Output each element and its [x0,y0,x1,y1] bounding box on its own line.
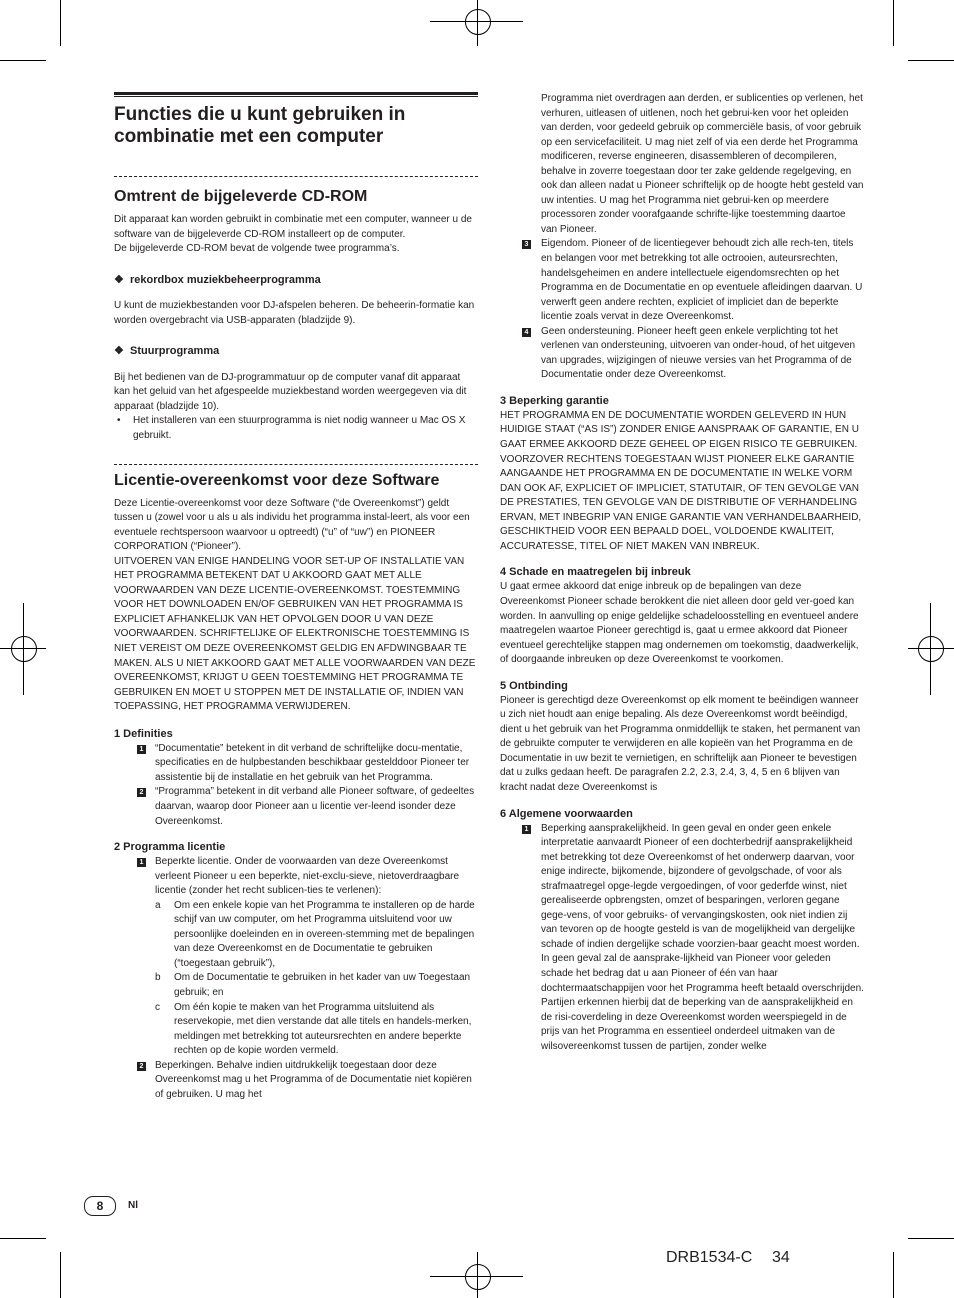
page-number: 8 [84,1196,116,1216]
paragraph: HET PROGRAMMA EN DE DOCUMENTATIE WORDEN GELEVERD IN HUN HUIDIGE STAAT (“AS IS”) ZONDER ENIGE AANSPRAAK OF GARANTIE, EN U GAAT ERMEE AKKOORD DEZE GEHEEL OP EIGEN RISICO TE GEBRUIKEN. VOORZOVER RECHTENS TOEGESTAAN WIJST PIONEER ELKE GARANTIE AANGAANDE HET PROGRAMMA EN DE DOCUMENTATIE IN WELKE VORM DAN OOK AF, EXPLICIET OF IMPLICIET, STATUTAIR, OF TEN GEVOLGE VAN DE PRESTATIES, TEN GEVOLGE VAN DE DISTRIBUTIE OF VERHANDELING ERVAN, MET INBEGRIP VAN ENIGE GARANTIE VAN VERHANDELBAARHEID, GESCHIKTHEID VOOR EEN BEPAALD DOEL, VOLDOENDE KWALITEIT, ACCURATESSE, TITEL OF NIET MAKEN VAN INBREUK. [500,409,862,552]
number-box: 2 [137,788,146,797]
letter-item [114,899,478,972]
clause-continued: Programma niet overdragen aan derden, er sublicenties op verlenen, het verhuren, uitleasen of uitlenen, noch het gebrui-ken voor het opleiden van derden, voor gedeeld gebruik op commerciële basis, of voor gebruik op een servicefaciliteit. U mag niet zelf of via een derde het Programma modificeren, reverse engineeren, disassembleren of decompileren, behalve in zoverre toegestaan door ter zake geldende regelgeving, en ook dan alleen nadat u Pioneer schriftelijk op de hoogte hebt gesteld van uw intenties. U mag het Programma niet gebrui-ken op meerdere processoren zonder voorafgaande schrifte-lijke toestemming daartoe van Pioneer. [541,93,864,235]
crop-mark [0,60,46,61]
subheading-text: rekordbox muziekbeheerprogramma [130,273,321,286]
page-title: Functies die u kunt gebruiken in combinatie met een computer [114,104,406,147]
diamond-icon: ❖ [114,273,124,286]
number-box: 1 [522,825,531,834]
divider [114,464,478,465]
clause-heading: 2 Programma licentie [114,841,226,854]
bullet-text: Het installeren van een stuurprogramma is niet nodig wanneer u Mac OS X gebruikt. [133,415,466,442]
crop-mark [60,1252,61,1298]
paragraph: UITVOEREN VAN ENIGE HANDELING VOOR SET-UP OF INSTALLATIE VAN HET PROGRAMMA BETEKENT DAT U AKKOORD GAAT MET ALLE VOORWAARDEN VAN DEZE LICENTIE-OVEREENKOMST. TOESTEMMING VOOR HET DOWNLOADEN EN/OF GEBRUIKEN VAN HET PROGRAMMA IS EXPLICIET AFHANKELIJK VAN HET OPVOLGEN DOOR U VAN DEZE VOORWAARDEN. SCHRIFTELIJKE OF ELEKTRONISCHE TOESTEMMING IS NIET VEREIST OM DEZE OVEREENKOMST GELDIG EN AFDWINGBAAR TE MAKEN. ALS U NIET AKKOORD GAAT MET ALLE VOORWAARDEN VAN DEZE OVEREENKOMST, KRIJGT U GEEN TOESTEMMING HET PROGRAMMA TE GEBRUIKEN EN MOET U STOPPEN MET DE INSTALLATIE OF, INDIEN VAN TOEPASSING, HET PROGRAMMA VERWIJDEREN. [114,555,476,713]
paragraph: U gaat ermee akkoord dat enige inbreuk op de bepalingen van deze Overeenkomst Pioneer schade berokkent die niet alleen door geld ver-goed kan worden. In aanvulling op enige geldelijke schadeloosstelling en eventueel andere maatregelen waartoe Pioneer gerechtigd is, gaat u ermee akkoord dat Pioneer eventueel gerechtelijke stappen mag ondernemen om toekomstig, daadwerkelijk, of doorgaande inbreuken op deze Overeenkomst te voorkomen. [500,581,859,666]
clause-heading: 1 Definities [114,727,173,740]
subheading-text: Stuurprogramma [130,345,220,358]
clause-item [114,855,478,899]
left-column [114,92,478,1102]
crop-mark [908,1238,954,1239]
number-box: 2 [137,1062,146,1071]
crop-mark [60,0,61,46]
number-box: 1 [137,745,146,754]
number-box: 1 [137,858,146,867]
clause-text: “Programma” betekent in dit verband alle Pioneer software, of gedeeltes daarvan, waarop door Pioneer aan u licentie ver-leend isonder deze Overeenkomst. [155,786,475,827]
clause-text: Om de Documentatie te gebruiken in het kader van uw Toegestaan gebruik; en [174,972,471,998]
paragraph: De bijgeleverde CD-ROM bevat de volgende twee programma’s. [114,243,400,255]
paragraph: U kunt de muziekbestanden voor DJ-afspelen beheren. De beheerin-formatie kan worden overgebracht via USB-apparaten (bladzijde 9). [114,300,475,326]
right-column [500,92,864,1054]
title-rule [114,96,478,97]
clause-text: Geen ondersteuning. Pioneer heeft geen enkele verplichting tot het verlenen van ondersteuning, uitvoeren van onder-houd, of het uitgeven van upgrades, wijzigingen of nieuwe versies van het Programma of de Documentatie onder deze Overeenkomst. [541,325,856,381]
letter-label: c [155,1001,160,1013]
paragraph: Bij het bedienen van de DJ-programmatuur op de computer vanaf dit apparaat kan het geluid van het afgespeelde muziekbestand worden weergegeven via dit apparaat (bladzijde 10). [114,371,467,412]
clause-item [114,785,478,829]
section-heading-license: Licentie-overeenkomst voor deze Software [114,471,440,489]
clause-text: Eigendom. Pioneer of de licentiegever behoudt zich alle rech-ten, titels en belangen voor met betrekking tot alle octrooien, auteursrechten, handelsgeheimen en andere intellectuele eigendomsrechten op het Programma en de Documentatie en op eventuele afleidingen daarvan. U verwerft geen andere rechten, expliciet of impliciet dan de beperkte licentie zoals vervat in deze Overeenkomst. [541,238,863,323]
clause-heading: 5 Ontbinding [500,679,568,692]
document-id: DRB1534-C [666,1249,753,1266]
registration-mark [918,636,944,662]
clause-item [114,1059,478,1103]
clause-text: Om een enkele kopie van het Programma te installeren op de harde schijf van uw computer, om het Programma uitsluitend voor uw persoonlijke doeleinden en in overeen-stemming met de bepalingen van deze Overeenkomst en de Documentatie te gebruiken (“toegestaan gebruik”), [174,899,475,969]
crop-mark [0,1238,46,1239]
clause-heading: 6 Algemene voorwaarden [500,807,633,820]
diamond-icon: ❖ [114,345,124,358]
clause-heading: 3 Beperking garantie [500,394,609,407]
paragraph: Pioneer is gerechtigd deze Overeenkomst op elk moment te beëindigen wanneer u zich niet houdt aan enige bepaling. Als deze Overeenkomst wordt beëindigd, dient u het gebruik van het Programma onmiddellijk te staken, het permanent van de gebruikte computer te verwijderen en alle kopieën van het Programma en de Documentatie in uw bezit te vernietigen, en schriftelijk aan Pioneer te bevestigen dat u zulks gedaan heeft. De paragrafen 2.2, 2.3, 2.4, 3, 4, 5 en 6 blijven van kracht nadat deze Overeenkomst is [500,694,861,793]
subheading-driver [114,344,478,359]
letter-label: b [155,972,161,984]
clause-item [114,742,478,786]
bullet-icon: • [117,415,121,427]
language-label: Nl [128,1200,138,1211]
registration-mark [465,9,491,35]
document-page: 34 [772,1249,790,1266]
bullet-item [114,414,478,443]
subheading-rekordbox [114,273,478,288]
letter-item [114,1001,478,1059]
clause-text: Beperkte licentie. Onder de voorwaarden van deze Overeenkomst verleent Pioneer u een beperkte, niet-exclu-sieve, nietoverdraagbare licentie (zonder het recht sublicen-ties te verlenen): [155,856,460,897]
paragraph: Deze Licentie-overeenkomst voor deze Software (“de Overeenkomst”) geldt tussen u (zowel voor u als u als individu het programma instal-leert, als voor een eventuele rechtspersoon waarvoor u optreedt) (“u” of “uw”) en PIONEER CORPORATION (“Pioneer”). [114,497,470,553]
letter-item [114,971,478,1000]
clause-item [500,237,864,324]
divider [114,176,478,177]
clause-text: Om één kopie te maken van het Programma uitsluitend als reservekopie, met dien verstande dat alle titels en handels-merken, meldingen met betrekking tot auteursrechten en andere beperkte rechten op de kopie worden vermeld. [174,1001,472,1057]
clause-item [500,325,864,383]
title-rule [114,92,478,95]
clause-text: Beperkingen. Behalve indien uitdrukkelijk toegestaan door deze Overeenkomst mag u het Programma of de Documentatie niet kopiëren of gebruiken. U mag het [155,1059,472,1100]
crop-mark [908,60,954,61]
registration-mark [465,1264,491,1290]
number-box: 4 [522,328,531,337]
registration-mark [11,636,37,662]
clause-heading: 4 Schade en maatregelen bij inbreuk [500,566,691,579]
letter-label: a [155,899,161,911]
number-box: 3 [522,240,531,249]
clause-text: “Documentatie” betekent in dit verband de schriftelijke docu-mentatie, specificaties en de hulpbestanden beschikbaar gestelddoor Pioneer ter assistentie bij de installatie en het gebruik van het Programma. [155,742,470,783]
crop-mark [893,1252,894,1298]
clause-item [500,822,864,1055]
paragraph: Dit apparaat kan worden gebruikt in combinatie met een computer, wanneer u de software van de bijgeleverde CD-ROM installeert op de computer. [114,214,472,240]
section-heading-cdrom: Omtrent de bijgeleverde CD-ROM [114,188,368,205]
clause-text: Beperking aansprakelijkheid. In geen geval en onder geen enkele interpretatie aanvaardt Pioneer of een dochterbedrijf aansprakelijkheid met betrekking tot deze Overeenkomst of het onderwerp daarvan, voor enige indirecte, bijkomende, bijzondere of gevolgschade, of voor als strafmaatregel opge-legde vergoedingen, of voor gederfde winst, niet gerealiseerde opbrengsten, omzet of besparingen, verloren gegane gege-vens, of voor gebruiks- of vervangingskosten, ook niet indien zij van tevoren op de hoogte gesteld is van de mogelijkheid van dergelijke schade of indien dergelijke schade voorzien-baar geacht moest worden. In geen geval zal de aansprake-lijkheid van Pioneer voor geleden schade het bedrag dat u aan Pioneer of één van haar dochtermaatschappijen voor het Programma heeft betaald overschrijden. Partijen erkennen hierbij dat de beperking van de aansprakelijkheid en de risi-coverdeling in deze Overeenkomst worden weerspiegeld in de prijs van het Programma en essentieel onderdeel uitmaken van de wilsovereenkomst tussen de partijen, zonder welke [541,822,864,1052]
crop-mark [893,0,894,46]
